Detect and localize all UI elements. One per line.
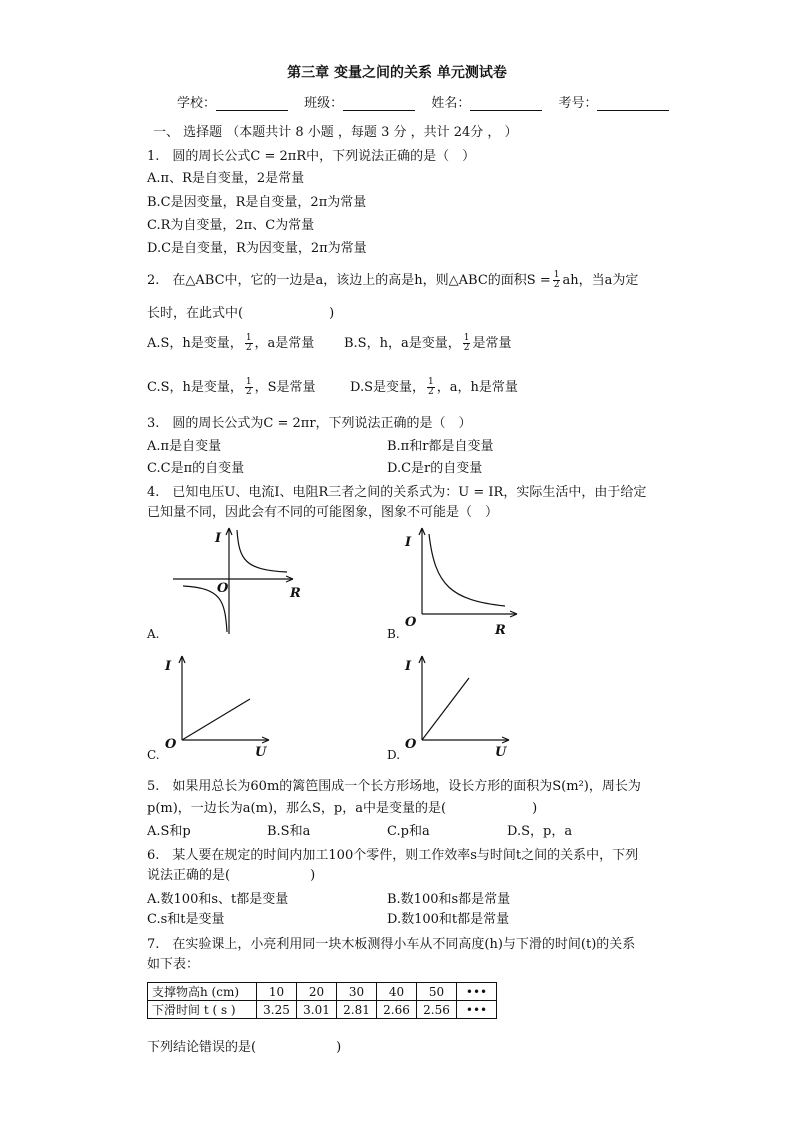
table-cell: 3.01 (297, 1001, 337, 1019)
table-cell: 2.66 (377, 1001, 417, 1019)
fraction-one-half: $\frac{1}{2}$ (428, 377, 434, 397)
q5-option-d: D.S，p，a (507, 824, 573, 839)
exam-no-label: 考号： (558, 96, 598, 111)
school-blank[interactable] (216, 97, 288, 111)
table-cell: ••• (457, 983, 497, 1001)
table-cell: 30 (337, 983, 377, 1001)
q2-option-d: D.S是变量， $\frac{1}{2}$ ，a，h是常量 (350, 377, 518, 397)
y-axis-label: I (405, 535, 412, 550)
q6-option-c: C.s和t是变量 (147, 912, 225, 927)
fraction-one-half: $\frac{1}{2}$ (245, 377, 252, 397)
graph-c-option: C. (147, 748, 160, 762)
exam-no-blank[interactable] (597, 97, 669, 111)
q5-option-c: C.p和a (387, 824, 430, 839)
q5-stem-line2: p(m)，一边长为a(m)，那么S，p，a中是变量的是( ) (147, 801, 538, 816)
q7-stem-line2: 如下表： (147, 957, 200, 972)
student-info-row (177, 92, 681, 111)
fraction-one-half: $\frac{1}{2}$ (553, 270, 560, 290)
q1-option-a: A.π、R是自变量，2是常量 (147, 171, 305, 186)
table-cell: 2.81 (337, 1001, 377, 1019)
q6-option-a: A.数100和s、t都是变量 (147, 892, 289, 907)
y-axis-label: I (405, 659, 412, 674)
graph-d-option: D. (387, 748, 401, 762)
fraction-one-half: $\frac{1}{2}$ (463, 333, 470, 353)
table-row (148, 1001, 497, 1019)
q2-option-c: C.S，h是变量， $\frac{1}{2}$ ，S是常量 (147, 377, 316, 397)
origin-label: O (165, 737, 177, 752)
q4-stem-line2: 已知量不同，因此会有不同的可能图象，图象不可能是（ ） (147, 505, 499, 520)
graph-a-option: A. (147, 627, 160, 641)
q6-option-b: B.数100和s都是常量 (387, 892, 511, 907)
page-title: 第三章 变量之间的关系 单元测试卷 (287, 65, 507, 81)
q1-option-b: B.C是因变量，R是自变量，2π为常量 (147, 195, 367, 210)
table-cell: 20 (297, 983, 337, 1001)
table-cell: 40 (377, 983, 417, 1001)
q7-stem-line1: 7. 在实验课上，小亮利用同一块木板测得小车从不同高度(h)与下滑的时间(t)的关系 (147, 937, 636, 952)
graph-c (147, 650, 287, 762)
q5-option-a: A.S和p (147, 824, 191, 839)
height-time-table (147, 982, 497, 1019)
origin-label: O (405, 737, 417, 752)
school-label: 学校： (177, 96, 217, 111)
q6-option-d: D.数100和t都是常量 (387, 912, 510, 927)
q3-option-c: C.C是π的自变量 (147, 461, 245, 476)
q2-stem-text-end: ah，当a为定 (562, 273, 639, 288)
fraction-one-half: $\frac{1}{2}$ (245, 333, 252, 353)
q2-option-a: A.S，h是变量， $\frac{1}{2}$ ，a是常量 (147, 333, 315, 353)
table-row-header: 下滑时间 t ( s ) (148, 1001, 257, 1019)
x-axis-label: U (255, 745, 267, 760)
x-axis-label: U (495, 745, 507, 760)
class-blank[interactable] (343, 97, 415, 111)
name-blank[interactable] (470, 97, 542, 111)
q1-option-c: C.R为自变量，2π、C为常量 (147, 218, 315, 233)
q2-stem-text: 2. 在△ABC中，它的一边是a，该边上的高是h，则△ABC的面积S = (147, 273, 551, 288)
graph-d (387, 650, 527, 762)
q3-option-d: D.C是r的自变量 (387, 461, 483, 476)
table-cell: 50 (417, 983, 457, 1001)
x-axis-label: R (290, 586, 301, 601)
q4-stem-line1: 4. 已知电压U、电流I、电阻R三者之间的关系式为：U = IR，实际生活中，由于给定 (147, 485, 647, 500)
table-row-header: 支撑物高h (cm) (148, 983, 257, 1001)
q6-stem-line2: 说法正确的是( ) (147, 868, 316, 883)
table-cell: 2.56 (417, 1001, 457, 1019)
table-cell: ••• (457, 1001, 497, 1019)
q5-option-b: B.S和a (267, 824, 311, 839)
q7-conclusion: 下列结论错误的是( ) (147, 1040, 342, 1055)
q1-option-d: D.C是自变量，R为因变量，2π为常量 (147, 241, 367, 256)
table-cell: 10 (257, 983, 297, 1001)
q2-stem (147, 269, 638, 290)
y-axis-label: I (165, 659, 172, 674)
q3-stem: 3. 圆的周长公式为C = 2πr，下列说法正确的是（ ） (147, 416, 472, 431)
x-axis-label: R (495, 623, 506, 638)
table-cell: 3.25 (257, 1001, 297, 1019)
class-label: 班级： (304, 96, 344, 111)
q3-option-a: A.π是自变量 (147, 439, 222, 454)
table-row (148, 983, 497, 1001)
graph-b-option: B. (387, 627, 400, 641)
q6-stem-line1: 6. 某人要在规定的时间内加工100个零件，则工作效率s与时间t之间的关系中，下列 (147, 848, 639, 863)
q2-option-b: B.S，h，a是变量， $\frac{1}{2}$ 是常量 (344, 333, 512, 353)
q5-stem-line1: 5. 如果用总长为60m的篱笆围成一个长方形场地，设长方形的面积为S(m²)，周长为 (147, 779, 641, 794)
q3-option-b: B.π和r都是自变量 (387, 439, 494, 454)
origin-label: O (217, 581, 229, 596)
q1-stem: 1. 圆的周长公式C = 2πR中，下列说法正确的是（ ） (147, 149, 476, 164)
graph-b (387, 522, 527, 640)
q2-stem-line2: 长时，在此式中( ) (147, 306, 335, 321)
section-heading: 一、 选择题 （本题共计 8 小题 ，每题 3 分 ，共计 24分 ， ） (153, 125, 518, 140)
name-label: 姓名： (431, 96, 471, 111)
y-axis-label: I (215, 531, 222, 546)
graph-a (147, 522, 317, 640)
origin-label: O (405, 615, 417, 630)
